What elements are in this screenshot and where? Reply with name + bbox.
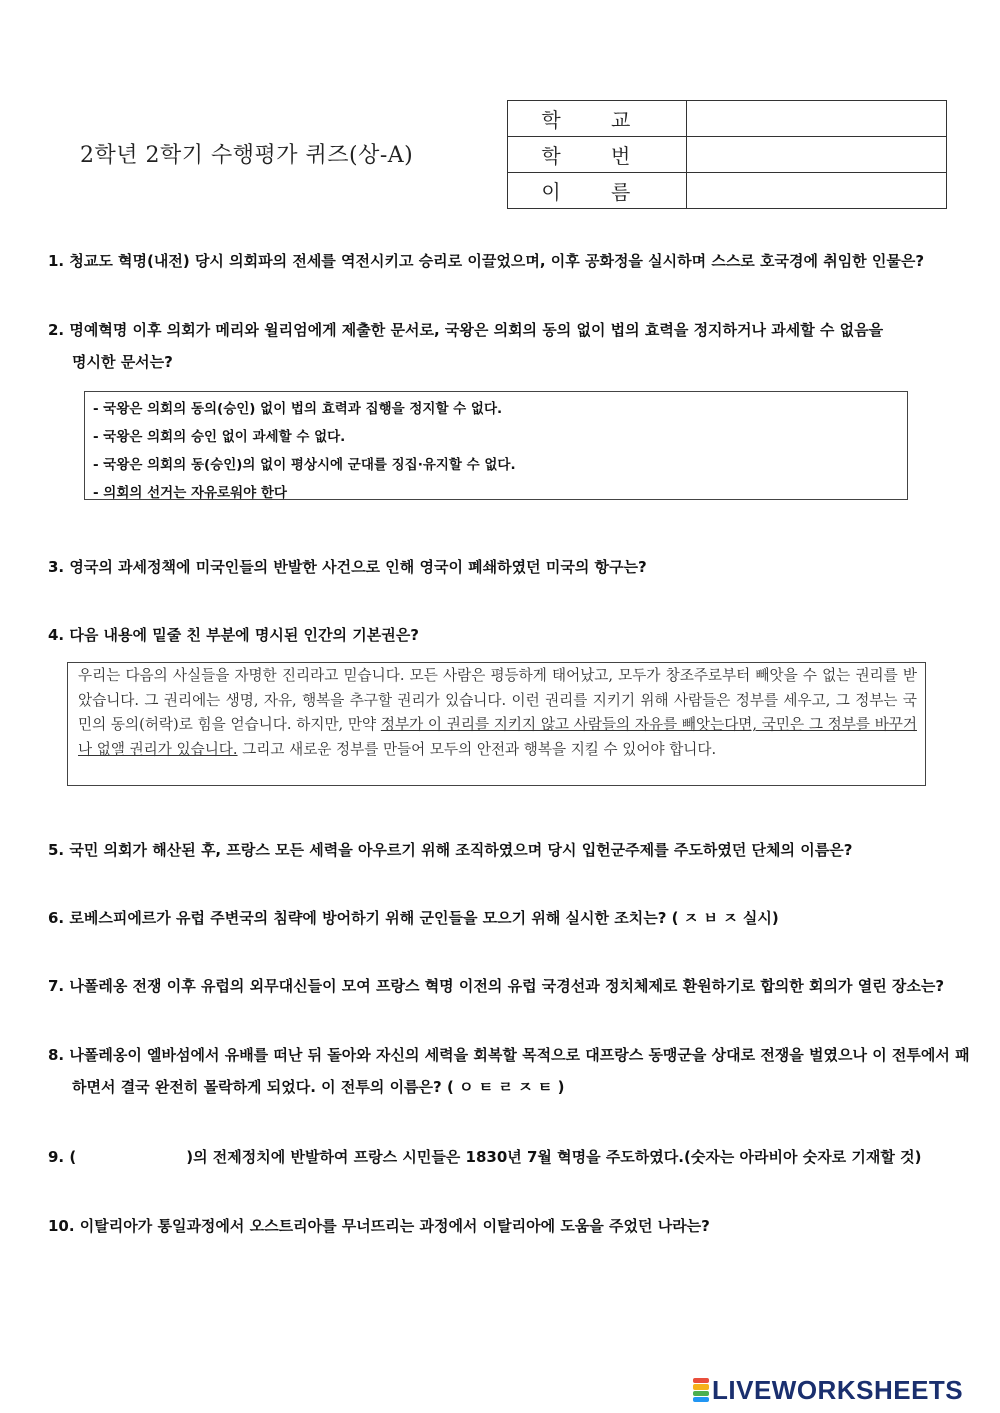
declaration-passage-box [67, 662, 926, 786]
name-field[interactable] [686, 173, 946, 209]
question-2-line1: 2. 명예혁명 이후 의회가 메리와 윌리엄에게 제출한 문서로, 국왕은 의회의 동의 없이 법의 효력을 정지하거나 과세할 수 없음을 [48, 321, 884, 339]
question-4: 4. 다음 내용에 밑줄 친 부분에 명시된 인간의 기본권은? [48, 626, 419, 644]
box-item: - 국왕은 의회의 동(승인)의 없이 평상시에 군대를 징집·유지할 수 없다. [93, 457, 516, 473]
question-5: 5. 국민 의회가 해산된 후, 프랑스 모든 세력을 아우르기 위해 조직하였으며 당시 입헌군주제를 주도하였던 단체의 이름은? [48, 841, 853, 859]
box-item: - 의회의 선거는 자유로워야 한다 [93, 485, 287, 501]
question-2 [48, 314, 883, 378]
liveworksheets-logo [693, 1375, 963, 1405]
student-number-field[interactable] [686, 137, 946, 173]
info-row-school [508, 101, 947, 137]
question-8 [48, 1039, 970, 1103]
school-field[interactable] [686, 101, 946, 137]
logo-icon [693, 1378, 709, 1402]
box-item: - 국왕은 의회의 동의(승인) 없이 법의 효력과 집행을 정지할 수 없다. [93, 401, 503, 417]
passage-text-end: 그리고 새로운 정부를 만들어 모두의 안전과 행복을 지킬 수 있어야 합니다. [237, 740, 717, 758]
question-1: 1. 청교도 혁명(내전) 당시 의회파의 전세를 역전시키고 승리로 이끌었으며, 이후 공화정을 실시하며 스스로 호국경에 취임한 인물은? [48, 252, 925, 270]
question-6: 6. 로베스피에르가 유럽 주변국의 침략에 방어하기 위해 군인들을 모으기 위해 실시한 조치는? ( ㅈ ㅂ ㅈ 실시) [48, 909, 779, 927]
question-10: 10. 이탈리아가 통일과정에서 오스트리아를 무너뜨리는 과정에서 이탈리아에 도움을 주었던 나라는? [48, 1217, 710, 1235]
info-row-name [508, 173, 947, 209]
school-label: 학 교 [508, 101, 687, 137]
passage-underlined: 정부가 이 권리를 지키지 않고 사람들의 자유를 빼앗는다면, 국민은 그 정부를 바꾸거나 없앨 권리가 있습니다. [78, 716, 917, 758]
name-label: 이 름 [508, 173, 687, 209]
info-row-student-number [508, 137, 947, 173]
question-9-prefix: 9. ( [48, 1148, 77, 1166]
student-number-label: 학 번 [508, 137, 687, 173]
question-3: 3. 영국의 과세정책에 미국인들의 반발한 사건으로 인해 영국이 폐쇄하였던 미국의 항구는? [48, 558, 647, 576]
question-7: 7. 나폴레옹 전쟁 이후 유럽의 외무대신들이 모여 프랑스 혁명 이전의 유럽 국경선과 정치체제로 환원하기로 합의한 회의가 열린 장소는? [48, 977, 945, 995]
passage-text: 우리는 다음의 사실들을 자명한 진리라고 믿습니다. 모든 사람은 평등하게 태어났고, 모두가 창조주로부터 빼앗을 수 없는 권리를 받았습니다. 그 권리에는 생명, 자유, 행복을 추구할 권리가 있습니다. 이런 권리를 지키기 위해 사람들은 정부를 세우고, 그 정부는 국민의 동의(허락)로 힘을 얻습니다. 하지만, 만약 [78, 667, 917, 733]
logo-text: LIVEWORKSHEETS [712, 1374, 964, 1405]
bill-of-rights-box [84, 391, 908, 500]
question-8-line2: 하면서 결국 완전히 몰락하게 되었다. 이 전투의 이름은? ( ㅇ ㅌ ㄹ ㅈ ㅌ ) [72, 1078, 565, 1096]
box-item: - 국왕은 의회의 승인 없이 과세할 수 없다. [93, 429, 346, 445]
question-9 [48, 1141, 921, 1173]
student-info-table [507, 100, 947, 209]
question-2-line2: 명시한 문서는? [72, 353, 173, 371]
page-title: 2학년 2학기 수행평가 퀴즈(상-A) [80, 143, 414, 168]
question-9-suffix: )의 전제정치에 반발하여 프랑스 시민들은 1830년 7월 혁명을 주도하였다.(숫자는 아라비아 숫자로 기재할 것) [186, 1148, 922, 1166]
question-8-line1: 8. 나폴레옹이 엘바섬에서 유배를 떠난 뒤 돌아와 자신의 세력을 회복할 목적으로 대프랑스 동맹군을 상대로 전쟁을 벌였으나 이 전투에서 패 [48, 1046, 970, 1064]
